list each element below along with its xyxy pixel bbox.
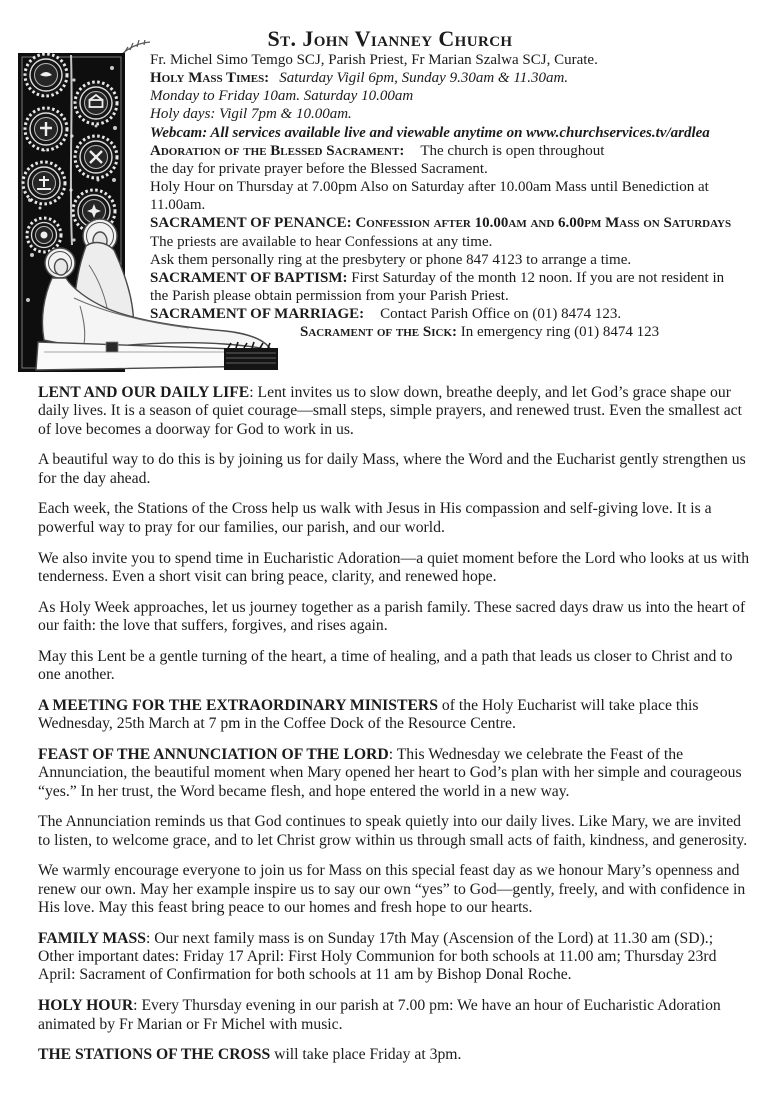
paragraph-text: We warmly encourage everyone to join us for Mass on this special feast day as we honour Mary’s openness and renew our own. May her example inspire us to say our own “yes” to God—gently, freely, and with confidence in His love. May this feast bring peace to our homes and fresh hope to our hearts. (38, 862, 746, 917)
adoration-label: Adoration of the Blessed Sacrament: (150, 142, 405, 159)
paragraph-feast-encouragement (38, 862, 750, 917)
mass-times-weekday-line: Monday to Friday 10am. Saturday 10.00am (150, 88, 414, 105)
holy-hour-continuation-line: 11.00am. (150, 197, 206, 214)
paragraph-text: We also invite you to spend time in Eucharistic Adoration—a quiet moment before the Lord who looks at us with tenderness. Even a short visit can bring peace, clarity, and renewed hope. (38, 549, 750, 585)
paragraph-text: A beautiful way to do this is by joining us for daily Mass, where the Word and the Eucharist gently strengthen us for the day ahead. (38, 451, 746, 487)
paragraph-adoration-invite (38, 550, 750, 587)
paragraph-text: : Lent invites us to slow down, breathe deeply, and let God’s grace shape our daily lives. It is a season of quiet courage—small steps, simple prayers, and renewed trust. Even the smallest act of love becomes a doorway for God to work in us. (38, 384, 742, 438)
paragraph-stations (38, 500, 750, 537)
paragraph-daily-mass (38, 451, 750, 488)
holy-hour-line: Holy Hour on Thursday at 7.00pm Also on Saturday after 10.00am Mass until Benediction at (150, 179, 709, 196)
paragraph-lead: FEAST OF THE ANNUNCIATION OF THE LORD (38, 745, 389, 763)
paragraph-text: The Annunciation reminds us that God continues to speak quietly into our daily lives. Like Mary, we are invited to listen, to welcome grace, and to let Christ grow within us through small acts of faith, kindness, and generosity. (38, 813, 748, 849)
paragraph-text: As Holy Week approaches, let us journey together as a parish family. These sacred days draw us into the heart of our faith: the love that suffers, forgives, and rises again. (38, 598, 746, 634)
webcam-line: Webcam: All services available live and viewable anytime on www.churchservices.tv/ardlea (150, 124, 710, 141)
sick-label: Sacrament of the Sick: (300, 324, 457, 341)
baptism-line (150, 269, 731, 287)
baptism-value: First Saturday of the month 12 noon. If you are not resident in (347, 269, 725, 286)
penance-contact-line: Ask them personally ring at the presbytery or phone 847 4123 to arrange a time. (150, 251, 632, 268)
paragraph-stations-cross (38, 1046, 750, 1064)
parish-info-block (150, 51, 731, 342)
paragraph-lead: HOLY HOUR (38, 997, 134, 1015)
paragraph-text: : This Wednesday we celebrate the Feast of the Annunciation, the beautiful moment when Mary opened her heart to God’s plan with her simple and courageous “yes.” In her trust, the Word became flesh, and hope entered the world in a new way. (38, 745, 742, 800)
mass-times-line (150, 69, 731, 87)
paragraph-ministers-meeting (38, 697, 750, 734)
parish-header (0, 0, 780, 380)
paragraph-text: Each week, the Stations of the Cross help us walk with Jesus in His compassion and self-giving love. It is a powerful way to pray for our families, our parish, and our world. (38, 500, 712, 536)
mass-times-label: Holy Mass Times: (150, 70, 270, 87)
penance-label: SACRAMENT OF PENANCE: (150, 215, 352, 232)
paragraph-lent-closing (38, 648, 750, 685)
paragraph-family-mass (38, 930, 750, 985)
mass-times-holyday-line: Holy days: Vigil 7pm & 10.00am. (150, 106, 352, 123)
baptism-continuation-line: the Parish please obtain permission from your Parish Priest. (150, 288, 509, 305)
penance-line (150, 214, 731, 232)
bulletin-body (38, 384, 750, 1077)
paragraph-lead: THE STATIONS OF THE CROSS (38, 1046, 271, 1064)
paragraph-annunciation-reflection (38, 813, 750, 850)
paragraph-holy-hour (38, 997, 750, 1034)
priests-line: Fr. Michel Simo Temgo SCJ, Parish Priest, Fr Marian Szalwa SCJ, Curate. (150, 52, 598, 68)
marriage-value: Contact Parish Office on (01) 8474 123. (380, 306, 622, 323)
adoration-continuation-line: the day for private prayer before the Blessed Sacrament. (150, 160, 488, 177)
paragraph-text: : Our next family mass is on Sunday 17th May (Ascension of the Lord) at 11.30 am (SD).; Other important dates: Friday 17 April: First Holy Communion for both schools at 11.00 am; Thursday 23rd April: Sacrament of Confirmation for both schools at 11 am by Bishop Donal Roche. (38, 929, 717, 984)
church-title: St. John Vianney Church (267, 26, 513, 51)
sick-value: In emergency ring (01) 8474 123 (457, 324, 660, 341)
paragraph-lead: FAMILY MASS (38, 929, 146, 947)
marriage-line (150, 305, 731, 323)
adoration-value: The church is open throughout (420, 142, 605, 159)
mass-times-value: Saturday Vigil 6pm, Sunday 9.30am & 11.30am. (279, 70, 569, 87)
paragraph-annunciation-feast (38, 746, 750, 801)
paragraph-lead: LENT AND OUR DAILY LIFE (38, 384, 250, 401)
paragraph-text: : Every Thursday evening in our parish at 7.00 pm: We have an hour of Eucharistic Adoration animated by Fr Marian or Fr Michel with music. (38, 997, 721, 1033)
adoration-line (150, 142, 731, 160)
paragraph-text: May this Lent be a gentle turning of the heart, a time of healing, and a path that leads us closer to Christ and to one another. (38, 647, 733, 684)
paragraph-holy-week (38, 599, 750, 636)
paragraph-lead: A MEETING FOR THE EXTRAORDINARY MINISTERS (38, 696, 438, 714)
marriage-label: SACRAMENT OF MARRIAGE: (150, 306, 365, 323)
penance-availability-line: The priests are available to hear Confessions at any time. (150, 233, 493, 250)
paragraph-text: of the Holy Eucharist will take place this Wednesday, 25th March at 7 pm in the Coffee Dock of the Resource Centre. (38, 696, 699, 733)
sick-line (150, 323, 731, 341)
penance-value: Confession after 10.00am and 6.00pm Mass on Saturdays (355, 215, 732, 232)
baptism-label: SACRAMENT OF BAPTISM: (150, 269, 348, 286)
paragraph-lent (38, 384, 750, 439)
paragraph-text: will take place Friday at 3pm. (270, 1046, 462, 1064)
